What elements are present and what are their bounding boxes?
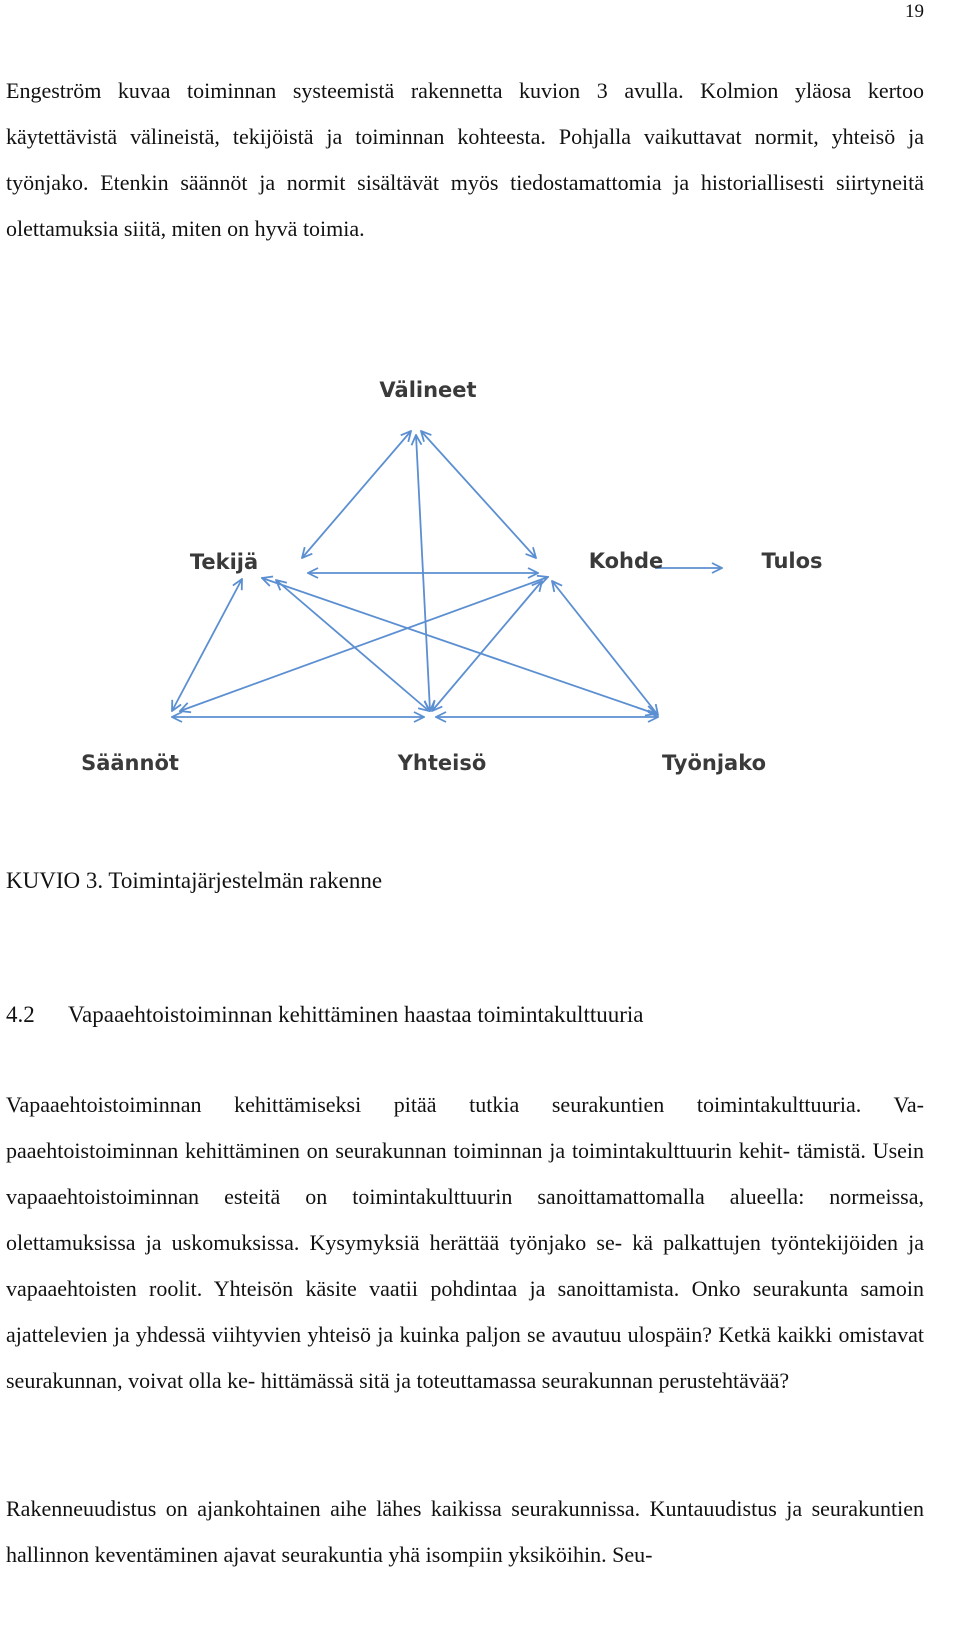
text-line: seurakuntien hallinnon keventäminen ajavat seurakuntia yhä isompiin yksiköihin. Seu-	[6, 1496, 925, 1567]
node-kohde: Kohde	[588, 549, 664, 573]
text-line: Engeström kuvaa toiminnan systeemistä rakennetta kuvion 3 avulla. Kolmion yläosa	[6, 78, 852, 103]
activity-system-figure	[0, 370, 960, 810]
text-line: hittämässä sitä ja toteuttamassa seurakunnan perustehtävää?	[260, 1368, 790, 1393]
section-heading	[6, 1000, 643, 1030]
relation-arrow	[552, 581, 658, 715]
text-line: Vapaaehtoistoiminnan kehittämiseksi pitää tutkia seurakuntien toimintakulttuuria. Va-	[6, 1092, 924, 1117]
section-number: 4.2	[6, 1002, 35, 1027]
node-yhteiso: Yhteisö	[397, 751, 487, 775]
relation-arrow	[302, 431, 411, 558]
node-saannot: Säännöt	[81, 751, 179, 775]
relation-arrow	[180, 577, 548, 711]
text-line: tämistä. Usein vapaaehtoistoiminnan esteitä on toimintakulttuurin sanoittamattomalla	[6, 1138, 925, 1209]
relation-arrow	[432, 581, 542, 711]
activity-system-diagram	[0, 370, 960, 810]
text-line: ja sanoittamista. Onko seurakunta samoin ajattelevien ja yhdessä viihtyvien yhteisö ja	[6, 1276, 925, 1347]
text-line: kuinka paljon se avautuu ulospäin? Ketkä kaikki omistavat seurakunnan, voivat olla ke-	[6, 1322, 924, 1393]
text-line: Rakenneuudistus on ajankohtainen aihe lähes kaikissa seurakunnissa. Kuntauudistus ja	[6, 1496, 803, 1521]
figure-caption: KUVIO 3. Toimintajärjestelmän rakenne	[6, 868, 383, 893]
node-tekija: Tekijä	[189, 550, 259, 574]
relation-arrow	[172, 579, 242, 711]
text-line: ja historiallisesti siirtyneitä olettamuksia siitä, miten on hyvä toimia.	[6, 170, 925, 241]
relation-arrow	[276, 580, 429, 711]
relation-arrow	[421, 431, 536, 558]
page-number: 19	[905, 1, 924, 22]
intro-paragraph	[6, 68, 924, 252]
text-line: paaehtoistoiminnan kehittäminen on seurakunnan toiminnan ja toimintakulttuurin kehit-	[6, 1138, 791, 1163]
text-line: kertoo käytettävistä välineistä, tekijöistä ja toiminnan kohteesta. Pohjalla vaikuttavat	[6, 78, 925, 149]
node-valineet: Välineet	[379, 378, 477, 402]
section-title: Vapaaehtoistoiminnan kehittäminen haastaa toimintakulttuuria	[68, 1002, 644, 1027]
node-tyonjako: Työnjako	[661, 751, 767, 775]
section-paragraph	[6, 1082, 924, 1404]
text-line: normit, yhteisö ja työnjako. Etenkin säännöt ja normit sisältävät myös tiedostamattomia	[6, 124, 925, 195]
node-tulos: Tulos	[761, 549, 823, 573]
closing-paragraph	[6, 1486, 924, 1578]
text-line: kä palkattujen työntekijöiden ja vapaaehtoisten roolit. Yhteisön käsite vaatii pohdintaa	[6, 1230, 925, 1301]
text-line: alueella: normeissa, olettamuksissa ja uskomuksissa. Kysymyksiä herättää työnjako se-	[6, 1184, 925, 1255]
relation-arrow	[262, 578, 656, 714]
